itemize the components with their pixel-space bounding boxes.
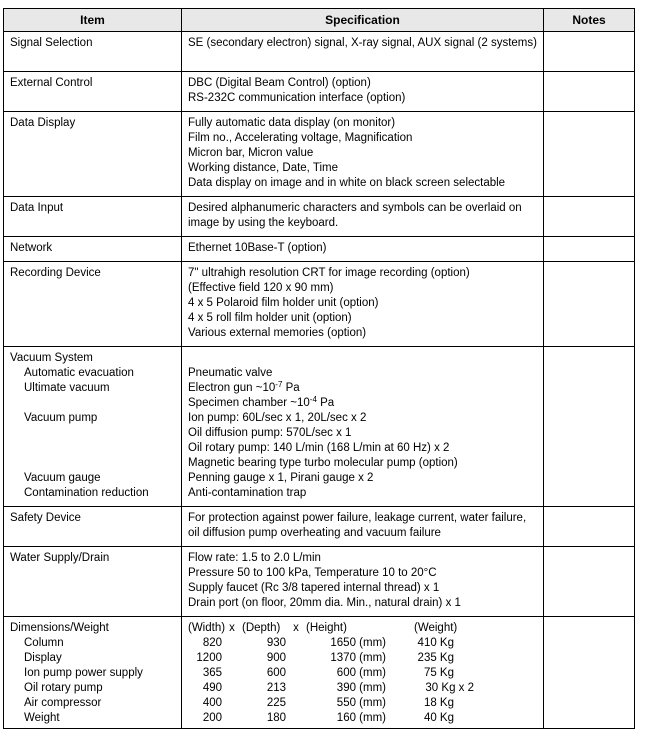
width-value: 820: [202, 637, 222, 649]
dimension-header: [188, 621, 539, 636]
sub-item: Oil rotary pump: [24, 682, 103, 694]
width-value: 365: [202, 667, 222, 679]
sub-item: Vacuum pump: [24, 412, 98, 424]
height-value: 160 (mm): [336, 712, 386, 724]
depth-value: 213: [266, 682, 286, 694]
spec-line: [188, 396, 539, 411]
item-title: Dimensions/Weight: [10, 622, 109, 634]
notes-cell: [544, 32, 635, 72]
spec-line: DBC (Digital Beam Control) (option): [188, 77, 371, 89]
times-sign: x: [293, 622, 299, 634]
spec-line: Data display on image and in white on black screen selectable: [188, 177, 506, 189]
specification-table: [3, 8, 635, 729]
header-row: [4, 9, 635, 32]
width-value: 200: [202, 712, 222, 724]
depth-value: 180: [266, 712, 286, 724]
table-row: [4, 112, 635, 197]
depth-value: 225: [266, 697, 286, 709]
header-item: Item: [4, 9, 182, 32]
spec-cell: For protection against power failure, leakage current, water failure, oil diffusion pump overheating and vacuum failure: [182, 507, 544, 547]
item-cell: External Control: [4, 72, 182, 112]
spec-line: Oil diffusion pump: 570L/sec x 1: [188, 427, 352, 439]
width-value: 490: [202, 682, 222, 694]
depth-value: 930: [266, 637, 286, 649]
spec-line: 4 x 5 Polaroid film holder unit (option): [188, 297, 379, 309]
spec-line: [188, 381, 539, 396]
dimension-row: [188, 696, 539, 711]
spec-line: 7" ultrahigh resolution CRT for image recording (option): [188, 267, 470, 279]
spec-text: Pa: [282, 382, 300, 394]
table-row: [4, 262, 635, 347]
height-header: (Height): [306, 622, 347, 634]
width-header: (Width): [188, 622, 226, 634]
weight-value: 235 Kg: [417, 652, 454, 664]
weight-value: 30 Kg x 2: [425, 682, 474, 694]
width-value: 1200: [196, 652, 222, 664]
spec-cell: Desired alphanumeric characters and symbols can be overlaid on image by using the keyboard.: [182, 197, 544, 237]
table-row: [4, 507, 635, 547]
notes-cell: [544, 547, 635, 617]
exponent: -4: [309, 395, 317, 404]
item-cell: Data Input: [4, 197, 182, 237]
spec-line: Film no., Accelerating voltage, Magnification: [188, 132, 413, 144]
item-cell: Network: [4, 237, 182, 262]
height-value: 1650 (mm): [330, 637, 386, 649]
item-cell: Signal Selection: [4, 32, 182, 72]
height-value: 550 (mm): [336, 697, 386, 709]
table-row: [4, 617, 635, 729]
table-row: [4, 32, 635, 72]
weight-header: (Weight): [414, 622, 458, 634]
item-cell: Safety Device: [4, 507, 182, 547]
sub-item: Ion pump power supply: [24, 667, 143, 679]
sub-item: Column: [24, 637, 64, 649]
item-cell: Data Display: [4, 112, 182, 197]
spec-cell: [182, 547, 544, 617]
spec-line: Drain port (on floor, 20mm dia. Min., natural drain) x 1: [188, 597, 461, 609]
item-cell: [4, 617, 182, 729]
spec-line: Oil rotary pump: 140 L/min (168 L/min at 60 Hz) x 2: [188, 442, 450, 454]
item-cell: [4, 347, 182, 507]
spec-text: Electron gun ~10: [188, 382, 276, 394]
depth-header: (Depth): [242, 622, 281, 634]
spec-line: (Effective field 120 x 90 mm): [188, 282, 334, 294]
spec-cell: SE (secondary electron) signal, X-ray signal, AUX signal (2 systems): [182, 32, 544, 72]
dimension-row: [188, 636, 539, 651]
weight-value: 410 Kg: [417, 637, 454, 649]
sub-item: Display: [24, 652, 62, 664]
spec-text: Specimen chamber ~10: [188, 397, 310, 409]
item-title: Vacuum System: [10, 352, 93, 364]
width-value: 400: [202, 697, 222, 709]
sub-item: Automatic evacuation: [24, 367, 134, 379]
notes-cell: [544, 237, 635, 262]
weight-value: 18 Kg: [423, 697, 454, 709]
sub-item: Contamination reduction: [24, 487, 149, 499]
sub-item: Air compressor: [24, 697, 102, 709]
dimension-row: [188, 681, 539, 696]
sub-item: Weight: [24, 712, 60, 724]
weight-value: 75 Kg: [423, 667, 454, 679]
spec-cell: [182, 72, 544, 112]
spec-cell: [182, 262, 544, 347]
spec-cell: [182, 112, 544, 197]
height-value: 600 (mm): [336, 667, 386, 679]
spec-line: Penning gauge x 1, Pirani gauge x 2: [188, 472, 374, 484]
spec-line: Micron bar, Micron value: [188, 147, 314, 159]
dimension-row: [188, 651, 539, 666]
exponent: -7: [275, 380, 283, 389]
item-cell: Recording Device: [4, 262, 182, 347]
depth-value: 900: [266, 652, 286, 664]
spec-line: RS-232C communication interface (option): [188, 92, 406, 104]
spec-line: Ion pump: 60L/sec x 1, 20L/sec x 2: [188, 412, 367, 424]
header-specification: Specification: [182, 9, 544, 32]
spec-line: Various external memories (option): [188, 327, 367, 339]
spec-cell: Ethernet 10Base-T (option): [182, 237, 544, 262]
notes-cell: [544, 262, 635, 347]
times-sign: x: [229, 622, 235, 634]
spec-cell: [182, 347, 544, 507]
spec-line: Flow rate: 1.5 to 2.0 L/min: [188, 552, 321, 564]
spec-line: Pneumatic valve: [188, 367, 273, 379]
table-row: [4, 237, 635, 262]
table-row: [4, 347, 635, 507]
height-value: 390 (mm): [336, 682, 386, 694]
spec-line: Magnetic bearing type turbo molecular pump (option): [188, 457, 458, 469]
spec-line: Pressure 50 to 100 kPa, Temperature 10 to 20°C: [188, 567, 437, 579]
height-value: 1370 (mm): [330, 652, 386, 664]
weight-value: 40 Kg: [423, 712, 454, 724]
notes-cell: [544, 617, 635, 729]
notes-cell: [544, 72, 635, 112]
notes-cell: [544, 197, 635, 237]
spec-line: Anti-contamination trap: [188, 487, 307, 499]
spec-line: 4 x 5 roll film holder unit (option): [188, 312, 352, 324]
spec-line: Fully automatic data display (on monitor): [188, 117, 396, 129]
dimension-row: [188, 711, 539, 726]
notes-cell: [544, 347, 635, 507]
table-row: [4, 197, 635, 237]
depth-value: 600: [266, 667, 286, 679]
header-notes: Notes: [544, 9, 635, 32]
table-row: [4, 547, 635, 617]
notes-cell: [544, 507, 635, 547]
dimension-row: [188, 666, 539, 681]
spec-line: Supply faucet (Rc 3/8 tapered internal thread) x 1: [188, 582, 440, 594]
spec-cell: [182, 617, 544, 729]
item-cell: Water Supply/Drain: [4, 547, 182, 617]
spec-text: Pa: [316, 397, 335, 409]
sub-item: Vacuum gauge: [24, 472, 101, 484]
sub-item: Ultimate vacuum: [24, 382, 110, 394]
spec-line: Working distance, Date, Time: [188, 162, 338, 174]
table-row: [4, 72, 635, 112]
notes-cell: [544, 112, 635, 197]
